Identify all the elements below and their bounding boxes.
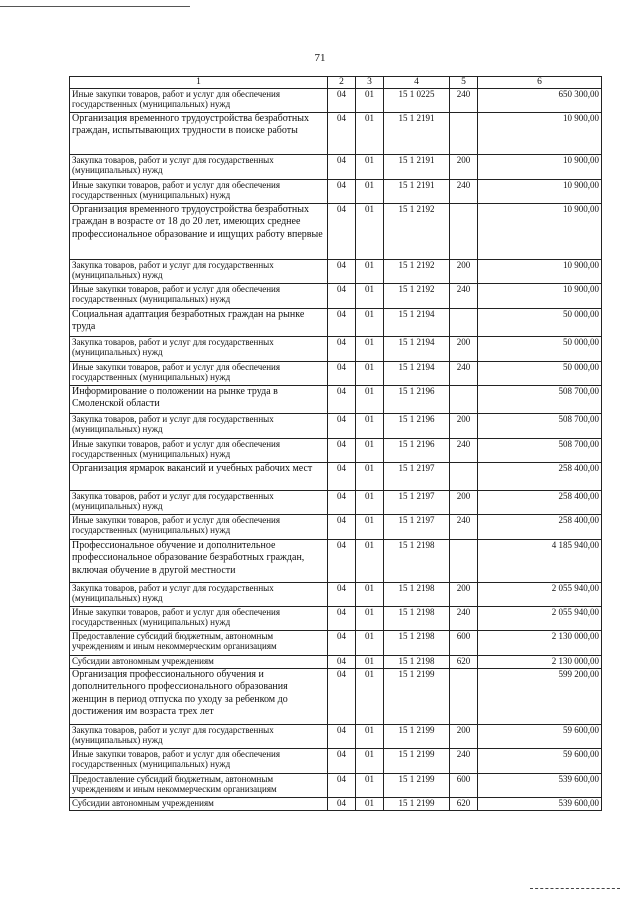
row-section-code: 04 [328, 656, 356, 669]
row-target-article-code: 15 1 2194 [384, 309, 450, 337]
table-row [70, 798, 602, 811]
table-row [70, 463, 602, 491]
row-description: Субсидии автономным учреждениям [70, 798, 328, 811]
row-subsection-code: 01 [356, 204, 384, 260]
row-subsection-code: 01 [356, 583, 384, 607]
row-expense-type-code: 200 [450, 414, 478, 439]
row-description: Профессиональное обучение и дополнительное профессиональное образование безработных граждан, включая обучение в другой местности [70, 540, 328, 583]
table-row [70, 515, 602, 540]
row-expense-type-code: 600 [450, 774, 478, 798]
table-row [70, 309, 602, 337]
row-section-code: 04 [328, 798, 356, 811]
row-expense-type-code: 240 [450, 89, 478, 113]
row-expense-type-code [450, 540, 478, 583]
row-section-code: 04 [328, 337, 356, 362]
row-description: Закупка товаров, работ и услуг для государственных (муниципальных) нужд [70, 414, 328, 439]
row-section-code: 04 [328, 180, 356, 204]
row-amount: 10 900,00 [478, 260, 602, 284]
row-section-code: 04 [328, 113, 356, 155]
row-expense-type-code: 240 [450, 515, 478, 540]
row-expense-type-code: 240 [450, 180, 478, 204]
table-row [70, 204, 602, 260]
row-subsection-code: 01 [356, 155, 384, 180]
row-subsection-code: 01 [356, 669, 384, 725]
row-amount: 539 600,00 [478, 774, 602, 798]
table-row [70, 669, 602, 725]
row-expense-type-code [450, 204, 478, 260]
bottom-dash-line [530, 888, 620, 889]
row-amount: 50 000,00 [478, 309, 602, 337]
row-amount: 50 000,00 [478, 337, 602, 362]
row-section-code: 04 [328, 669, 356, 725]
row-section-code: 04 [328, 260, 356, 284]
row-target-article-code: 15 1 2191 [384, 155, 450, 180]
row-section-code: 04 [328, 414, 356, 439]
row-target-article-code: 15 1 0225 [384, 89, 450, 113]
table-row [70, 439, 602, 463]
row-description: Закупка товаров, работ и услуг для государственных (муниципальных) нужд [70, 725, 328, 749]
row-section-code: 04 [328, 725, 356, 749]
row-target-article-code: 15 1 2194 [384, 362, 450, 386]
row-target-article-code: 15 1 2196 [384, 439, 450, 463]
row-amount: 258 400,00 [478, 515, 602, 540]
row-amount: 10 900,00 [478, 284, 602, 309]
row-section-code: 04 [328, 89, 356, 113]
row-amount: 2 130 000,00 [478, 631, 602, 656]
row-description: Предоставление субсидий бюджетным, автономным учреждениям и иным некоммерческим организациям [70, 774, 328, 798]
row-description: Закупка товаров, работ и услуг для государственных (муниципальных) нужд [70, 491, 328, 515]
row-subsection-code: 01 [356, 725, 384, 749]
table-row [70, 180, 602, 204]
row-description: Организация временного трудоустройства безработных граждан в возрасте от 18 до 20 лет, имеющих среднее профессиональное образование и ищущих работу впервые [70, 204, 328, 260]
row-amount: 4 185 940,00 [478, 540, 602, 583]
table-row [70, 607, 602, 631]
row-expense-type-code: 200 [450, 337, 478, 362]
table-row [70, 386, 602, 414]
row-expense-type-code: 600 [450, 631, 478, 656]
row-target-article-code: 15 1 2192 [384, 284, 450, 309]
row-amount: 258 400,00 [478, 463, 602, 491]
row-expense-type-code: 620 [450, 798, 478, 811]
row-description: Закупка товаров, работ и услуг для государственных (муниципальных) нужд [70, 337, 328, 362]
table-row [70, 583, 602, 607]
row-subsection-code: 01 [356, 439, 384, 463]
row-subsection-code: 01 [356, 180, 384, 204]
row-description: Организация профессионального обучения и дополнительного профессионального образования женщин в период отпуска по уходу за ребенком до достижения им возраста трех лет [70, 669, 328, 725]
row-target-article-code: 15 1 2194 [384, 337, 450, 362]
row-subsection-code: 01 [356, 89, 384, 113]
row-target-article-code: 15 1 2199 [384, 774, 450, 798]
row-description: Организация временного трудоустройства безработных граждан, испытывающих трудности в поиске работы [70, 113, 328, 155]
table-row [70, 414, 602, 439]
row-amount: 2 130 000,00 [478, 656, 602, 669]
row-expense-type-code: 240 [450, 749, 478, 774]
row-description: Иные закупки товаров, работ и услуг для обеспечения государственных (муниципальных) нужд [70, 180, 328, 204]
row-section-code: 04 [328, 284, 356, 309]
row-expense-type-code: 240 [450, 607, 478, 631]
row-target-article-code: 15 1 2198 [384, 583, 450, 607]
row-expense-type-code [450, 113, 478, 155]
row-subsection-code: 01 [356, 607, 384, 631]
table-row [70, 749, 602, 774]
row-section-code: 04 [328, 491, 356, 515]
table-row [70, 774, 602, 798]
row-expense-type-code [450, 386, 478, 414]
row-subsection-code: 01 [356, 362, 384, 386]
table-row [70, 540, 602, 583]
row-section-code: 04 [328, 362, 356, 386]
row-subsection-code: 01 [356, 749, 384, 774]
row-subsection-code: 01 [356, 798, 384, 811]
row-expense-type-code: 200 [450, 260, 478, 284]
row-section-code: 04 [328, 515, 356, 540]
row-target-article-code: 15 1 2198 [384, 656, 450, 669]
row-subsection-code: 01 [356, 113, 384, 155]
row-subsection-code: 01 [356, 774, 384, 798]
row-expense-type-code [450, 669, 478, 725]
row-amount: 650 300,00 [478, 89, 602, 113]
row-target-article-code: 15 1 2198 [384, 540, 450, 583]
col-header-5: 5 [450, 77, 478, 89]
row-description: Информирование о положении на рынке труда в Смоленской области [70, 386, 328, 414]
col-header-2: 2 [328, 77, 356, 89]
row-subsection-code: 01 [356, 463, 384, 491]
table-row [70, 725, 602, 749]
table-row [70, 656, 602, 669]
row-section-code: 04 [328, 386, 356, 414]
row-amount: 508 700,00 [478, 439, 602, 463]
row-subsection-code: 01 [356, 386, 384, 414]
row-section-code: 04 [328, 583, 356, 607]
row-amount: 508 700,00 [478, 414, 602, 439]
row-target-article-code: 15 1 2191 [384, 113, 450, 155]
row-description: Субсидии автономным учреждениям [70, 656, 328, 669]
row-amount: 50 000,00 [478, 362, 602, 386]
row-target-article-code: 15 1 2197 [384, 463, 450, 491]
row-target-article-code: 15 1 2192 [384, 204, 450, 260]
row-expense-type-code: 200 [450, 491, 478, 515]
row-subsection-code: 01 [356, 260, 384, 284]
row-section-code: 04 [328, 631, 356, 656]
row-expense-type-code: 240 [450, 284, 478, 309]
row-target-article-code: 15 1 2196 [384, 414, 450, 439]
row-subsection-code: 01 [356, 337, 384, 362]
row-description: Закупка товаров, работ и услуг для государственных (муниципальных) нужд [70, 155, 328, 180]
row-section-code: 04 [328, 439, 356, 463]
row-description: Предоставление субсидий бюджетным, автономным учреждениям и иным некоммерческим организациям [70, 631, 328, 656]
row-subsection-code: 01 [356, 414, 384, 439]
row-section-code: 04 [328, 540, 356, 583]
row-section-code: 04 [328, 749, 356, 774]
row-subsection-code: 01 [356, 491, 384, 515]
header-row [70, 77, 602, 89]
row-amount: 508 700,00 [478, 386, 602, 414]
row-section-code: 04 [328, 774, 356, 798]
col-header-4: 4 [384, 77, 450, 89]
row-description: Социальная адаптация безработных граждан на рынке труда [70, 309, 328, 337]
row-expense-type-code: 200 [450, 155, 478, 180]
row-subsection-code: 01 [356, 515, 384, 540]
row-expense-type-code: 200 [450, 725, 478, 749]
table-row [70, 284, 602, 309]
page-number: 71 [314, 52, 326, 64]
row-amount: 2 055 940,00 [478, 583, 602, 607]
row-target-article-code: 15 1 2199 [384, 749, 450, 774]
table-row [70, 260, 602, 284]
row-section-code: 04 [328, 607, 356, 631]
row-amount: 539 600,00 [478, 798, 602, 811]
row-expense-type-code: 620 [450, 656, 478, 669]
col-header-3: 3 [356, 77, 384, 89]
row-target-article-code: 15 1 2191 [384, 180, 450, 204]
row-amount: 2 055 940,00 [478, 607, 602, 631]
row-description: Закупка товаров, работ и услуг для государственных (муниципальных) нужд [70, 583, 328, 607]
table-row [70, 155, 602, 180]
budget-table [69, 76, 602, 811]
col-header-6: 6 [478, 77, 602, 89]
table-row [70, 631, 602, 656]
row-target-article-code: 15 1 2199 [384, 725, 450, 749]
table-row [70, 113, 602, 155]
row-description: Иные закупки товаров, работ и услуг для обеспечения государственных (муниципальных) нужд [70, 607, 328, 631]
row-description: Иные закупки товаров, работ и услуг для обеспечения государственных (муниципальных) нужд [70, 362, 328, 386]
row-target-article-code: 15 1 2198 [384, 607, 450, 631]
row-description: Иные закупки товаров, работ и услуг для обеспечения государственных (муниципальных) нужд [70, 515, 328, 540]
row-target-article-code: 15 1 2199 [384, 798, 450, 811]
row-amount: 10 900,00 [478, 155, 602, 180]
row-subsection-code: 01 [356, 540, 384, 583]
table-row [70, 362, 602, 386]
row-subsection-code: 01 [356, 631, 384, 656]
row-description: Иные закупки товаров, работ и услуг для обеспечения государственных (муниципальных) нужд [70, 89, 328, 113]
row-section-code: 04 [328, 204, 356, 260]
row-amount: 599 200,00 [478, 669, 602, 725]
row-description: Иные закупки товаров, работ и услуг для обеспечения государственных (муниципальных) нужд [70, 749, 328, 774]
row-amount: 59 600,00 [478, 749, 602, 774]
row-subsection-code: 01 [356, 284, 384, 309]
row-expense-type-code [450, 309, 478, 337]
row-target-article-code: 15 1 2197 [384, 515, 450, 540]
row-amount: 10 900,00 [478, 204, 602, 260]
row-amount: 10 900,00 [478, 180, 602, 204]
table-row [70, 89, 602, 113]
scan-edge-line [0, 0, 190, 7]
row-section-code: 04 [328, 309, 356, 337]
row-target-article-code: 15 1 2198 [384, 631, 450, 656]
row-target-article-code: 15 1 2192 [384, 260, 450, 284]
row-subsection-code: 01 [356, 656, 384, 669]
row-description: Иные закупки товаров, работ и услуг для обеспечения государственных (муниципальных) нужд [70, 284, 328, 309]
table-row [70, 491, 602, 515]
row-expense-type-code: 240 [450, 362, 478, 386]
row-expense-type-code: 200 [450, 583, 478, 607]
row-amount: 59 600,00 [478, 725, 602, 749]
row-amount: 10 900,00 [478, 113, 602, 155]
row-description: Иные закупки товаров, работ и услуг для обеспечения государственных (муниципальных) нужд [70, 439, 328, 463]
row-section-code: 04 [328, 463, 356, 491]
row-target-article-code: 15 1 2199 [384, 669, 450, 725]
row-target-article-code: 15 1 2196 [384, 386, 450, 414]
row-target-article-code: 15 1 2197 [384, 491, 450, 515]
row-section-code: 04 [328, 155, 356, 180]
table-row [70, 337, 602, 362]
row-description: Закупка товаров, работ и услуг для государственных (муниципальных) нужд [70, 260, 328, 284]
row-description: Организация ярмарок вакансий и учебных рабочих мест [70, 463, 328, 491]
col-header-1: 1 [70, 77, 328, 89]
row-expense-type-code: 240 [450, 439, 478, 463]
row-expense-type-code [450, 463, 478, 491]
row-amount: 258 400,00 [478, 491, 602, 515]
row-subsection-code: 01 [356, 309, 384, 337]
